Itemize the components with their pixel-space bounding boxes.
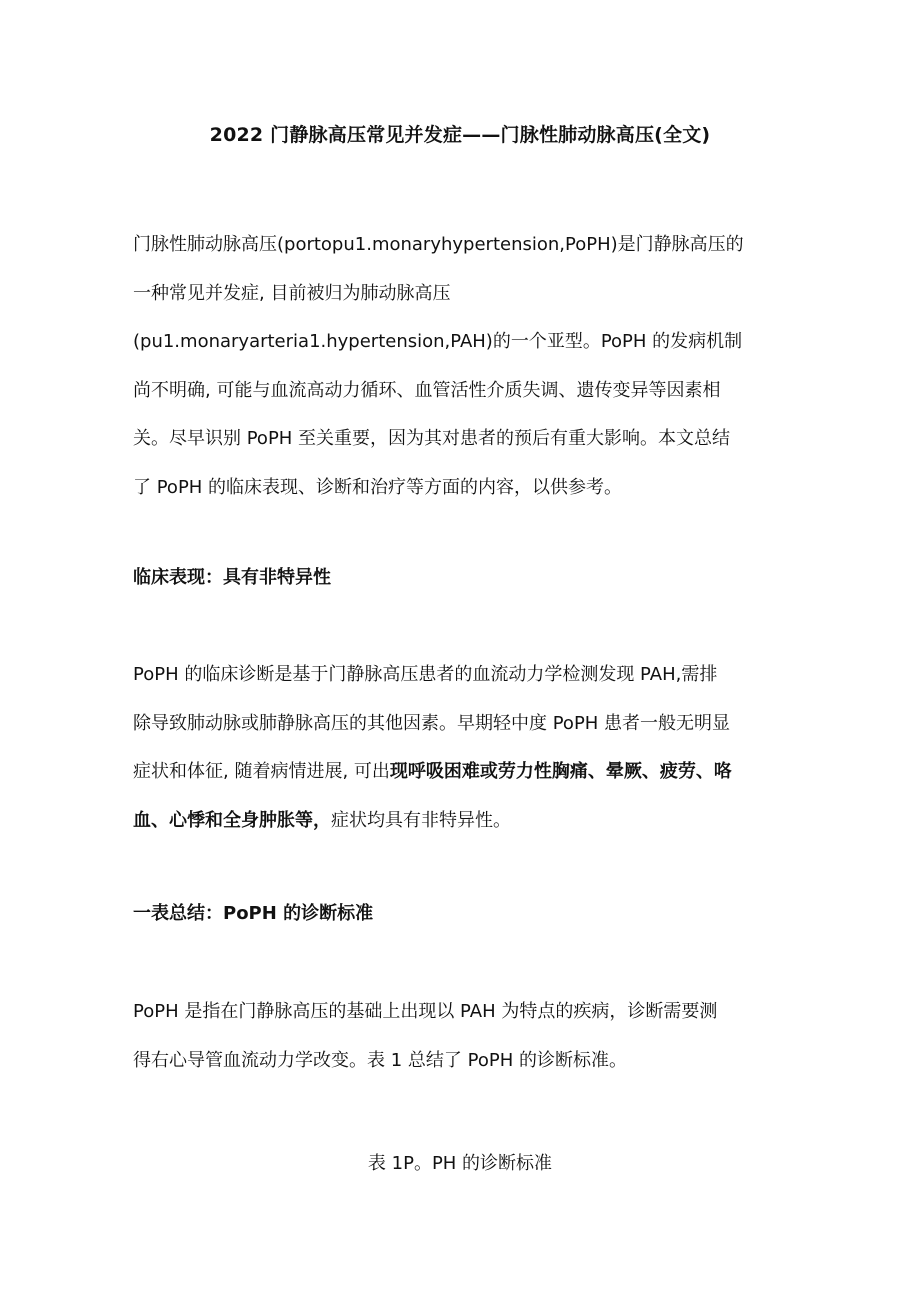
clinical-line xyxy=(133,797,801,846)
clinical-line: 除导致肺动脉或肺静脉高压的其他因素。早期轻中度 PoPH 患者一般无明显 xyxy=(133,712,731,734)
intro-line: 了 PoPH 的临床表现、诊断和治疗等方面的内容，以供参考。 xyxy=(133,476,623,498)
clinical-text: 症状和体征, 随着病情进展, 可出 xyxy=(133,761,390,782)
intro-line: (pu1.monaryarteria1.hypertension,PAH)的一个亚型。PoPH 的发病机制 xyxy=(133,331,743,352)
diagnosis-line: PoPH 是指在门静脉高压的基础上出现以 PAH 为特点的疾病，诊断需要测 xyxy=(133,1001,718,1022)
clinical-line xyxy=(133,748,801,797)
document-title: 2022 门静脉高压常见并发症——门脉性肺动脉高压(全文) xyxy=(209,124,711,146)
section-heading-clinical: 临床表现：具有非特异性 xyxy=(133,567,331,588)
table-caption: 表 1P。PH 的诊断标准 xyxy=(367,1153,553,1174)
intro-line: 一种常见并发症, 目前被归为肺动脉高压 xyxy=(133,282,451,304)
intro-paragraph xyxy=(133,221,801,512)
diagnosis-paragraph xyxy=(133,988,801,1085)
intro-line: 关。尽早识别 PoPH 至关重要，因为其对患者的预后有重大影响。本文总结 xyxy=(133,428,731,449)
clinical-text: 症状均具有非特异性。 xyxy=(331,809,511,831)
clinical-symptoms-bold: 血、心悸和全身肿胀等， xyxy=(133,809,331,831)
intro-line: 尚不明确, 可能与血流高动力循环、血管活性介质失调、遗传变异等因素相 xyxy=(133,379,721,401)
diagnosis-line: 得右心导管血流动力学改变。表 1 总结了 PoPH 的诊断标准。 xyxy=(133,1049,627,1071)
clinical-paragraph xyxy=(133,651,801,845)
intro-line: 门脉性肺动脉高压(portopu1.monaryhypertension,PoPH)是门静脉高压的 xyxy=(133,234,744,255)
section-heading-diagnosis: 一表总结：PoPH 的诊断标准 xyxy=(133,903,374,924)
clinical-symptoms-bold: 现呼吸困难或劳力性胸痛、晕厥、疲劳、咯 xyxy=(389,761,732,782)
clinical-line: PoPH 的临床诊断是基于门静脉高压患者的血流动力学检测发现 PAH,需排 xyxy=(133,664,718,685)
